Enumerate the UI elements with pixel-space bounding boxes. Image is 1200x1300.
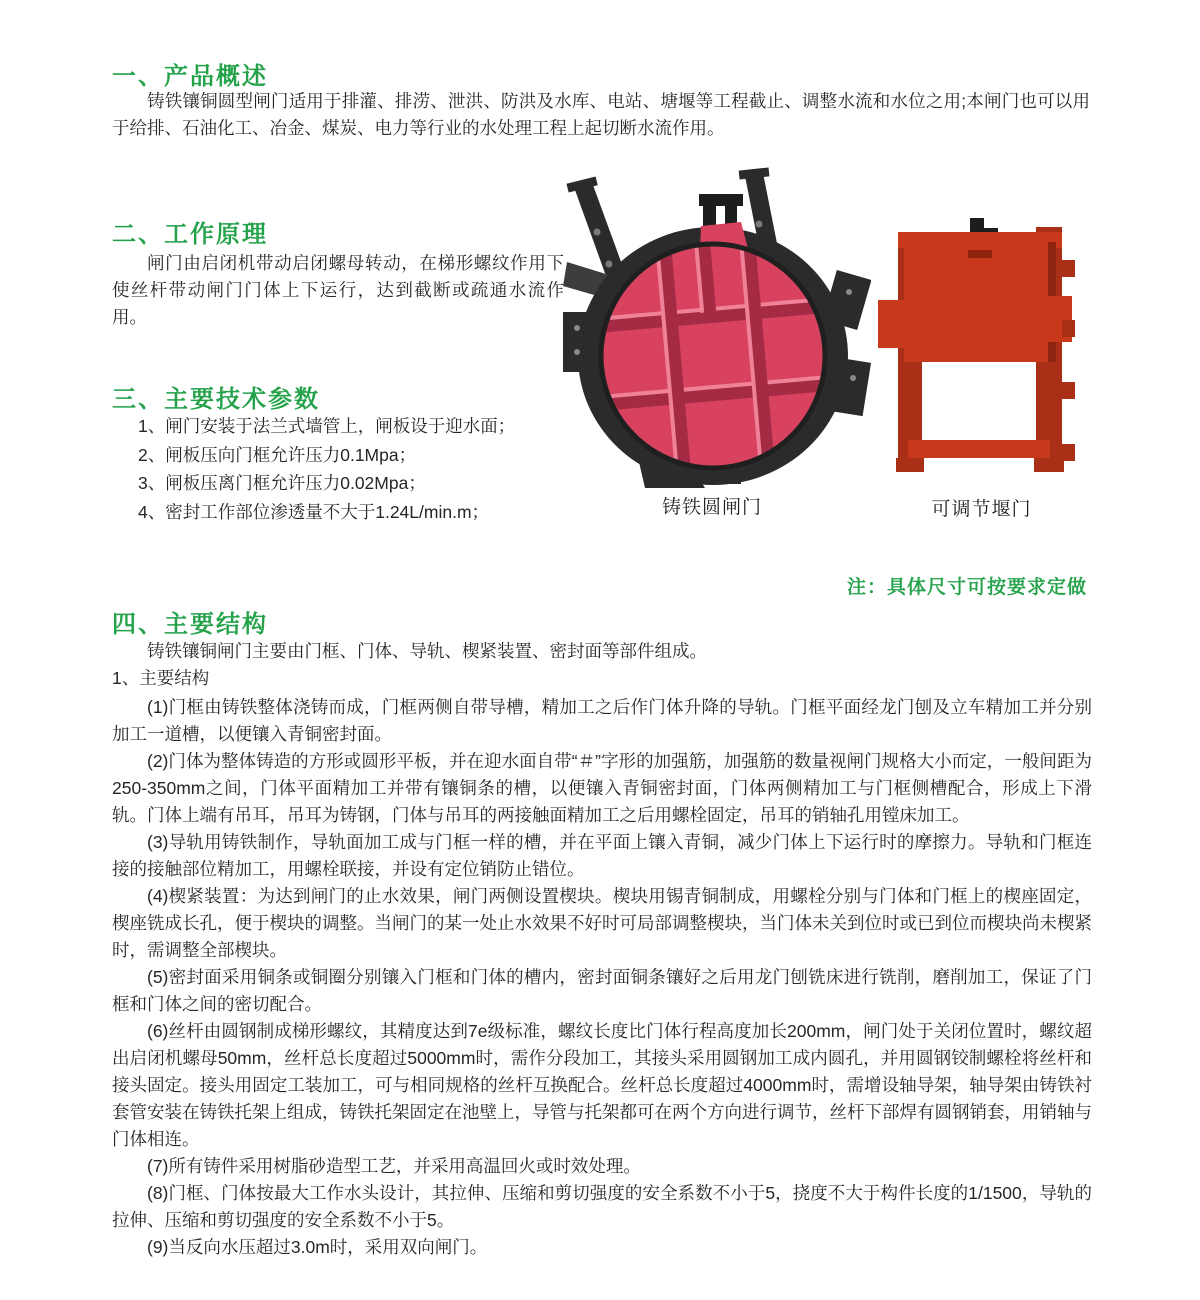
section-overview-body: 铸铁镶铜圆型闸门适用于排灌、排涝、泄洪、防洪及水库、电站、塘堰等工程截止、调整水流和水位之用;本闸门也可以用于给排、石油化工、冶金、煤炭、电力等行业的水处理工程上起切断水流作用。 [112, 91, 1090, 138]
structure-item: (1)门框由铸铁整体浇铸而成，门框两侧自带导槽，精加工之后作门体升降的导轨。门框平面经龙门刨及立车精加工并分别加工一道槽，以便镶入青铜密封面。 [112, 697, 1092, 744]
section-structure-intro: 铸铁镶铜闸门主要由门框、门体、导轨、楔紧装置、密封面等部件组成。 [147, 641, 707, 661]
section-structure-heading: 四、主要结构 [112, 611, 268, 638]
parameter-item: 2、闸板压向门框允许压力0.1Mpa； [138, 444, 417, 465]
weir-gate-image [878, 212, 1085, 476]
structure-item: (2)门体为整体铸造的方形或圆形平板，并在迎水面自带“＃”字形的加强筋，加强筋的数量视闸门规格大小而定，一般间距为250-350mm之间，门体平面精加工并带有镶铜条的槽，以便镶入青铜密封面，门体两侧精加工与门框侧槽配合，形成上下滑轨。门体上端有吊耳，吊耳为铸钢，门体与吊耳的两接触面精加工之后用螺栓固定，吊耳的销轴孔用镗床加工。 [112, 751, 1092, 825]
structure-items [112, 694, 1092, 1261]
structure-item: (5)密封面采用铜条或铜圈分别镶入门框和门体的槽内，密封面铜条镶好之后用龙门刨铣床进行铣削，磨削加工，保证了门框和门体之间的密切配合。 [112, 967, 1092, 1014]
structure-item: (6)丝杆由圆钢制成梯形螺纹，其精度达到7e级标准，螺纹长度比门体行程高度加长200mm，闸门处于关闭位置时，螺纹超出启闭机螺母50mm，丝杆总长度超过5000mm时，需作分段加工，其接头采用圆钢加工成内圆孔，并用圆钢铰制螺栓将丝杆和接头固定。接头用固定工装加工，可与相同规格的丝杆互换配合。丝杆总长度超过4000mm时，需增设轴导架，轴导架由铸铁衬套管安装在铸铁托架上组成，铸铁托架固定在池壁上，导管与托架都可在两个方向进行调节，丝杆下部焊有圆钢销套，用销轴与门体相连。 [112, 1021, 1092, 1149]
round-gate-caption: 铸铁圆闸门 [661, 497, 762, 518]
structure-item: (7)所有铸件采用树脂砂造型工艺，并采用高温回火或时效处理。 [147, 1156, 641, 1176]
section-principle-heading: 二、工作原理 [112, 221, 268, 248]
custom-size-note: 注：具体尺寸可按要求定做 [846, 577, 1087, 598]
parameter-item: 4、密封工作部位渗透量不大于1.24L/min.m； [138, 501, 490, 522]
weir-gate-caption: 可调节堰门 [931, 499, 1032, 520]
section-overview-heading: 一、产品概述 [112, 63, 268, 90]
weir-gate-figure [878, 212, 1085, 476]
section-principle-body: 闸门由启闭机带动启闭螺母转动，在梯形螺纹作用下使丝杆带动闸门门体上下运行，达到截断或疏通水流作用。 [112, 253, 564, 327]
round-gate-image [553, 166, 871, 488]
section-structure-subheading: 1、主要结构 [112, 668, 210, 688]
parameter-item: 3、闸板压离门框允许压力0.02Mpa； [138, 473, 426, 493]
structure-item: (9)当反向水压超过3.0m时，采用双向闸门。 [147, 1237, 488, 1257]
structure-item: (8)门框、门体按最大工作水头设计，其拉伸、压缩和剪切强度的安全系数不小于5，挠度不大于构件长度的1/1500，导轨的拉伸、压缩和剪切强度的安全系数不小于5。 [112, 1183, 1092, 1230]
round-gate-figure [553, 166, 871, 488]
section-parameters-heading: 三、主要技术参数 [112, 386, 320, 413]
parameters-list [138, 412, 515, 526]
structure-item: (4)楔紧装置：为达到闸门的止水效果，闸门两侧设置楔块。楔块用锡青铜制成，用螺栓分别与门体和门框上的楔座固定，楔座铣成长孔，便于楔块的调整。当闸门的某一处止水效果不好时可局部调整楔块，当门体未关到位时或已到位而楔块尚未楔紧时，需调整全部楔块。 [112, 886, 1092, 960]
structure-item: (3)导轨用铸铁制作，导轨面加工成与门框一样的槽，并在平面上镶入青铜，减少门体上下运行时的摩擦力。导轨和门框连接的接触部位精加工，用螺栓联接，并设有定位销防止错位。 [112, 832, 1092, 879]
parameter-item: 1、闸门安装于法兰式墙管上，闸板设于迎水面； [138, 416, 516, 436]
